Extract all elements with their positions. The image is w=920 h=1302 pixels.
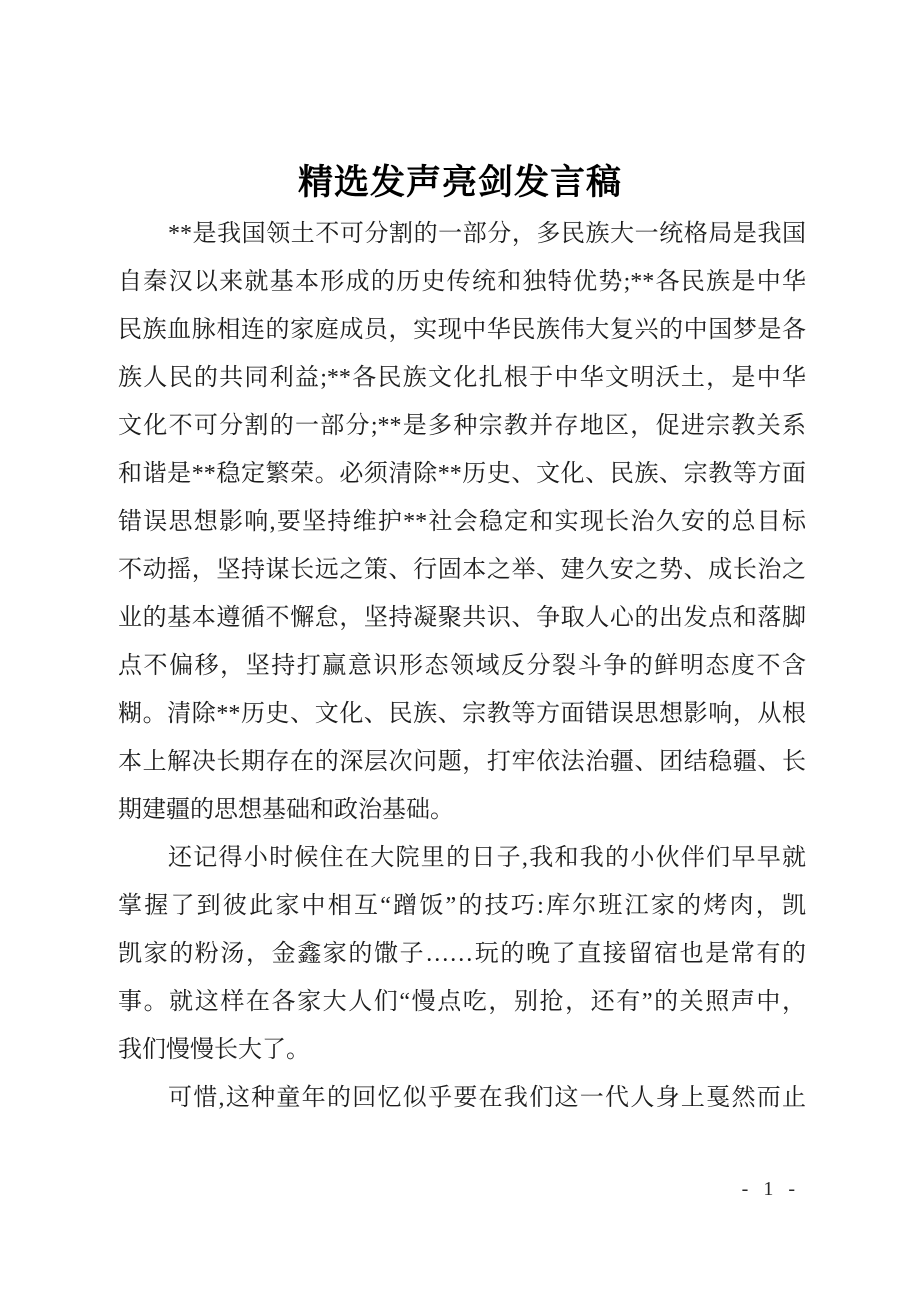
text-line: 事。就这样在各家大人们“慢点吃，别抢，还有”的关照声中， — [118, 989, 806, 1015]
text-line: 本上解决长期存在的深层次问题，打牢依法治疆、团结稳疆、长 — [118, 749, 806, 775]
document-body — [118, 210, 806, 1122]
text-line: 还记得小时候住在大院里的日子,我和我的小伙伴们早早就 — [168, 845, 806, 871]
document-title: 精选发声亮剑发言稿 — [297, 163, 622, 202]
text-line: 文化不可分割的一部分;**是多种宗教并存地区，促进宗教关系 — [118, 413, 806, 439]
text-line: **是我国领土不可分割的一部分，多民族大一统格局是我国 — [168, 221, 806, 247]
text-line: 点不偏移，坚持打赢意识形态领域反分裂斗争的鲜明态度不含 — [118, 653, 806, 679]
text-line: 业的基本遵循不懈怠，坚持凝聚共识、争取人心的出发点和落脚 — [118, 605, 806, 631]
text-line: 自秦汉以来就基本形成的历史传统和独特优势;**各民族是中华 — [118, 269, 806, 295]
text-line: 期建疆的思想基础和政治基础。 — [118, 797, 454, 823]
text-line: 掌握了到彼此家中相互“蹭饭”的技巧:库尔班江家的烤肉，凯 — [118, 893, 806, 919]
page-number: - 1 - — [741, 1178, 800, 1200]
text-line: 可惜,这种童年的回忆似乎要在我们这一代人身上戛然而止 — [168, 1085, 806, 1111]
text-line: 和谐是**稳定繁荣。必须清除**历史、文化、民族、宗教等方面 — [118, 461, 806, 487]
text-line: 糊。清除**历史、文化、民族、宗教等方面错误思想影响，从根 — [118, 701, 806, 727]
text-line: 凯家的粉汤，金鑫家的馓子……玩的晚了直接留宿也是常有的 — [118, 941, 806, 967]
text-line: 族人民的共同利益;**各民族文化扎根于中华文明沃土，是中华 — [118, 365, 806, 391]
text-line: 错误思想影响,要坚持维护**社会稳定和实现长治久安的总目标 — [118, 509, 806, 535]
text-line: 民族血脉相连的家庭成员，实现中华民族伟大复兴的中国梦是各 — [118, 317, 806, 343]
text-line: 我们慢慢长大了。 — [118, 1037, 310, 1063]
text-line: 不动摇，坚持谋长远之策、行固本之举、建久安之势、成长治之 — [118, 557, 806, 583]
